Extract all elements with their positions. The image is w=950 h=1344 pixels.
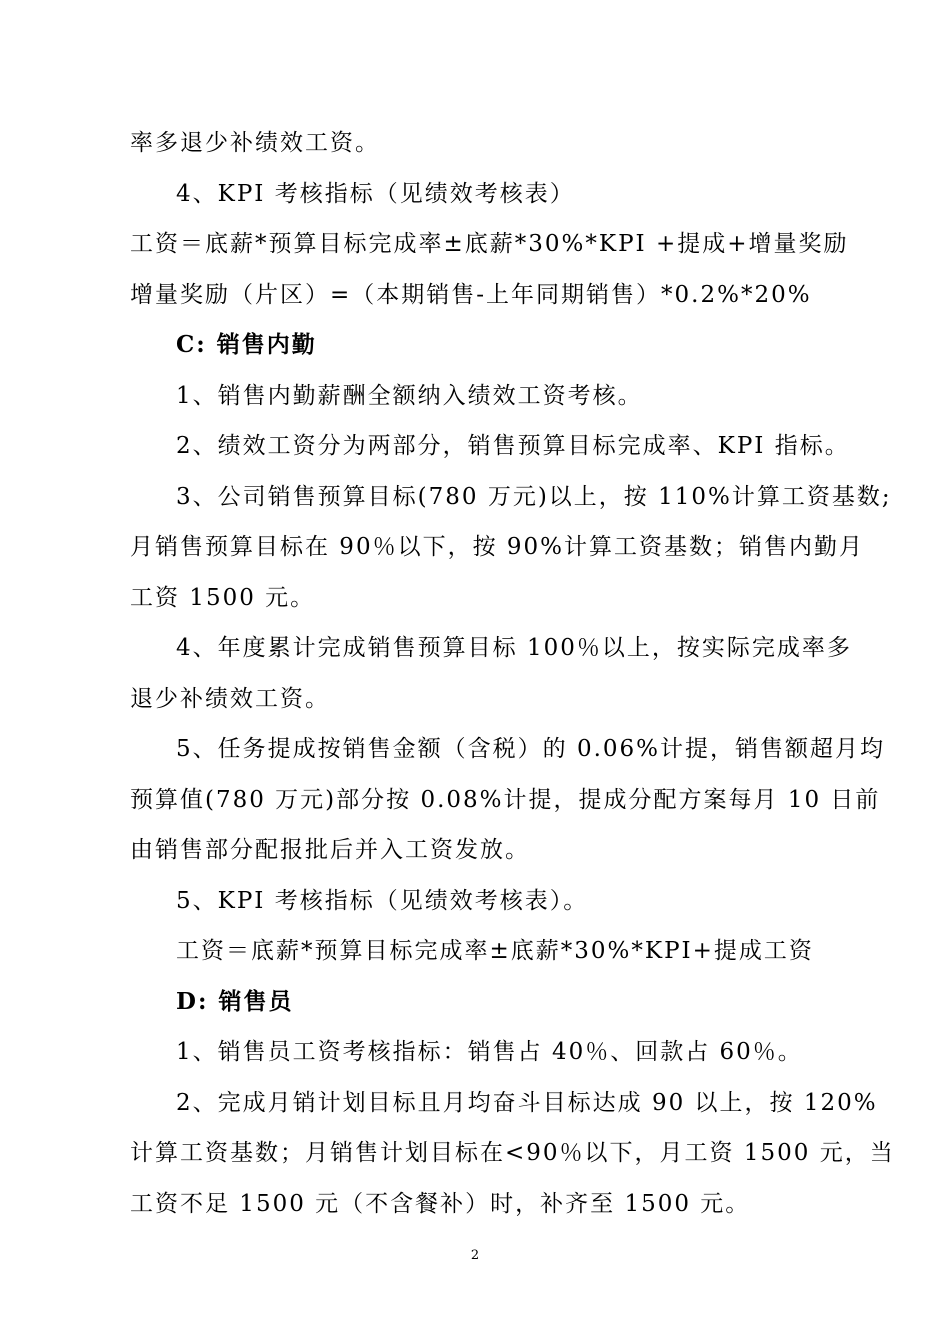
body-line: 退少补绩效工资。 <box>130 686 330 712</box>
body-line: 1、销售内勤薪酬全额纳入绩效工资考核。 <box>176 383 643 409</box>
body-line: 4、KPI 考核指标（见绩效考核表） <box>176 181 575 207</box>
body-line: 由销售部分配报批后并入工资发放。 <box>130 837 530 863</box>
formula-line: 工资＝底薪*预算目标完成率±底薪*30%*KPI +提成+增量奖励 <box>130 231 849 257</box>
body-line: 月销售预算目标在 90％以下，按 90%计算工资基数；销售内勤月 <box>130 534 865 560</box>
page-number: 2 <box>470 1248 480 1263</box>
body-line: 2、完成月销计划目标且月均奋斗目标达成 90 以上，按 120% <box>176 1090 878 1116</box>
body-line: 3、公司销售预算目标(780 万元)以上，按 110%计算工资基数; <box>176 484 892 510</box>
formula-line: 增量奖励（片区）=（本期销售-上年同期销售）*0.2%*20% <box>130 282 812 308</box>
body-line: 率多退少补绩效工资。 <box>130 130 380 156</box>
formula-line: 工资＝底薪*预算目标完成率±底薪*30%*KPI+提成工资 <box>176 938 814 964</box>
body-line: 工资不足 1500 元（不含餐补）时，补齐至 1500 元。 <box>130 1191 751 1217</box>
section-heading: D: 销售员 <box>176 988 294 1015</box>
body-line: 5、KPI 考核指标（见绩效考核表）。 <box>176 888 589 914</box>
section-heading: C: 销售内勤 <box>176 331 317 358</box>
body-line: 1、销售员工资考核指标：销售占 40％、回款占 60％。 <box>176 1039 803 1065</box>
body-line: 4、年度累计完成销售预算目标 100％以上，按实际完成率多 <box>176 635 852 661</box>
body-line: 工资 1500 元。 <box>130 585 316 611</box>
body-line: 2、绩效工资分为两部分，销售预算目标完成率、KPI 指标。 <box>176 433 850 459</box>
body-line: 预算值(780 万元)部分按 0.08%计提，提成分配方案每月 10 日前 <box>130 787 881 813</box>
body-line: 计算工资基数；月销售计划目标在<90％以下，月工资 1500 元，当 <box>130 1140 895 1166</box>
body-line: 5、任务提成按销售金额（含税）的 0.06%计提，销售额超月均 <box>176 736 886 762</box>
